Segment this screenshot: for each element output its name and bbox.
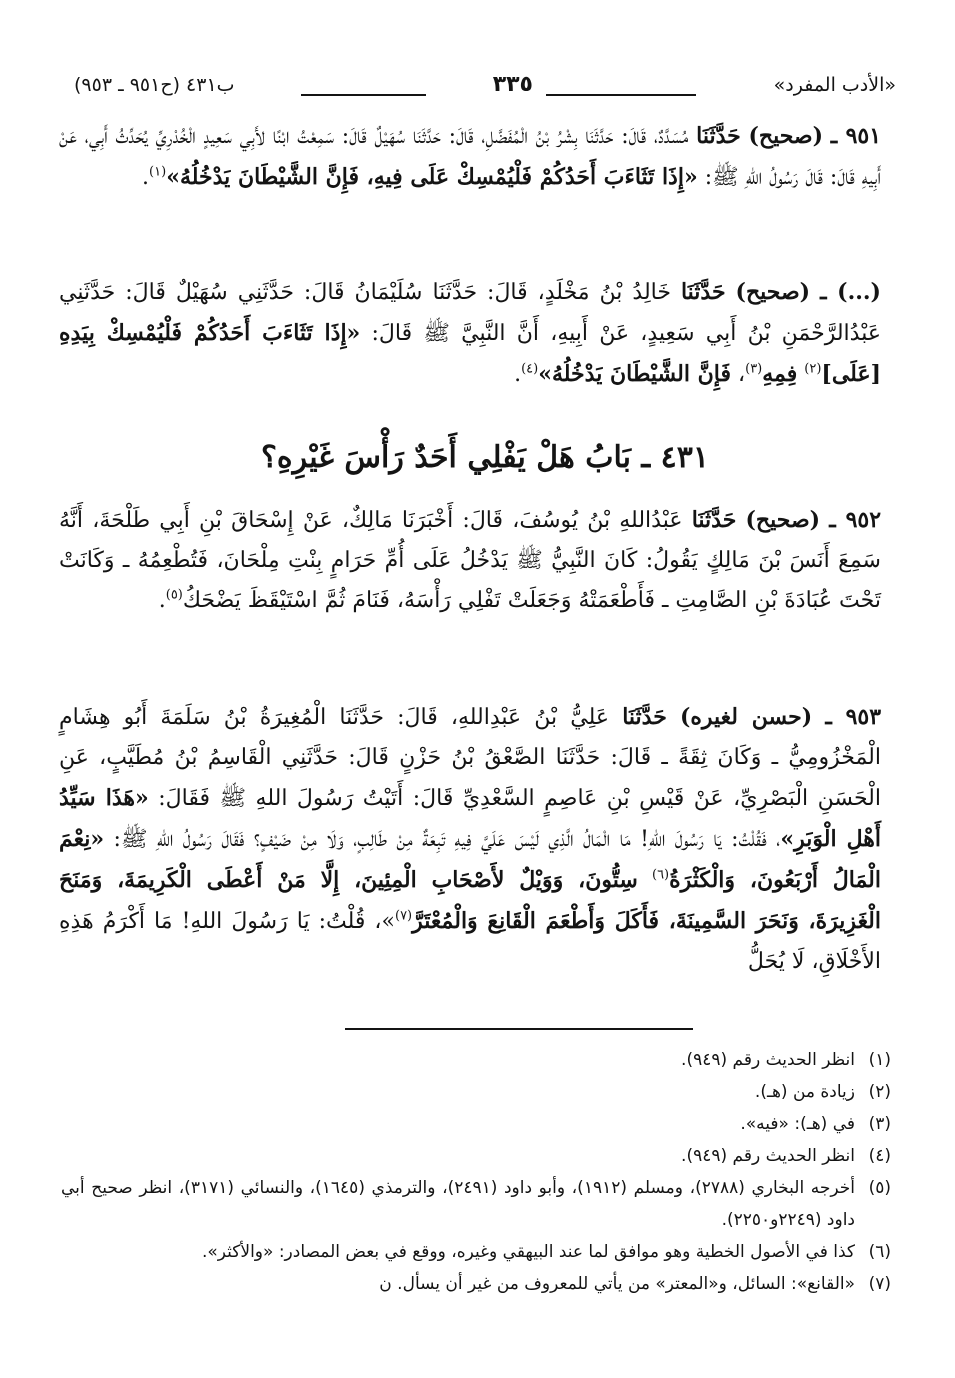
hadith-number: ٩٥١ ـ — [830, 123, 882, 149]
footnote-ref-7: (٧) — [394, 908, 413, 924]
footnote-text: انظر الحديث رقم (٩٤٩). — [681, 1146, 855, 1166]
isnad-text: مُسَدَّدٌ، قَالَ: حَدَّثَنَا بِشْرُ بْنُ الْمُفَضَّلِ، قَالَ: حَدَّثَنَا سُهَيْلٌ قَالَ: سَمِعْتُ ابْنًا لأَبِي سَعِيدٍ الْخُدْرِيِّ يُحَدِّثُ أَبِي، عَنْ أَبِيهِ قَالَ: قَالَ رَسُولُ اللهِ ﷺ: — [59, 124, 881, 190]
footnote-ref-1: (١) — [149, 164, 167, 180]
footnote-text: انظر الحديث رقم (٩٤٩). — [681, 1050, 855, 1070]
footnote-2 — [61, 1076, 891, 1108]
footnote-6 — [61, 1236, 891, 1268]
footnote-ref-2: (٢) — [804, 361, 822, 377]
footnote-text: أخرجه البخاري (٢٧٨٨)، ومسلم (١٩١٢)، وأبو داود (٢٤٩١)، والترمذي (١٦٤٥)، والنسائي (٣١٧١)، انظر صحيح أبي داود (٢٢٤٩و٢٢٥٠). — [61, 1178, 855, 1230]
footnote-ref-4: (٤) — [521, 361, 539, 377]
footnote-4 — [61, 1140, 891, 1172]
chapter-title: ٤٣١ ـ بَابُ هَلْ يَفْلِي أَحَدٌ رَأْسَ غَيْرِهِ؟ — [261, 440, 709, 475]
hadith-number: ٩٥٣ ـ — [825, 704, 882, 730]
footnote-number: (٤) — [868, 1146, 891, 1166]
hadith-952 — [59, 500, 881, 621]
end-period: . — [514, 362, 522, 387]
hadith-number: (...) ـ — [820, 279, 881, 305]
hadith-grade: (صحيح) — [748, 123, 824, 149]
footnote-number: (٣) — [868, 1114, 891, 1134]
hadith-text: عَبْدُاللهِ بْنُ يُوسُفَ، قَالَ: أَخْبَرَنَا مَالِكٌ، عَنْ إِسْحَاقَ بْنِ أَبِي طَلْحَةَ، أَنَّهُ سَمِعَ أَنَسَ بْنَ مَالِكٍ يَقُولُ: كَانَ النَّبِيُّ ﷺ يَدْخُلُ عَلَى أُمِّ حَرَامٍ بِنْتِ مِلْحَانَ، فَتُطْعِمُهُ ـ وَكَانَتْ تَحْتَ عُبَادَةَ بْنِ الصَّامِتِ ـ فَأَطْعَمَتْهُ وَجَعَلَتْ تَفْلِي رَأْسَهُ، فَنَامَ ثُمَّ اسْتَيْقَظَ يَضْحَكُ — [59, 508, 881, 613]
haddathana: حَدَّثَنَا — [691, 507, 737, 533]
footnote-ref-6: (٦) — [651, 867, 670, 883]
page-number: ٣٣٥ — [492, 72, 533, 97]
footnotes — [61, 1044, 891, 1300]
header-rule-left — [301, 94, 426, 96]
footnote-ref-5: (٥) — [165, 587, 183, 603]
footnote-ref-3: (٣) — [745, 361, 763, 377]
hadith-951 — [59, 116, 881, 198]
narration-text-3: »، قُلْتُ: يَا رَسُولَ اللهِ! مَا أَكْرَمُ هَذِهِ الأَخْلَاقِ، لَا يُحَلُّ — [59, 909, 881, 974]
footnote-number: (٢) — [868, 1082, 891, 1102]
end-period: . — [158, 588, 166, 613]
matn-text-b: فِمِهِ — [762, 361, 798, 387]
footnote-number: (١) — [868, 1050, 891, 1070]
header-rule-right — [546, 94, 696, 96]
section-reference: ب٤٣١ (ح٩٥١ ـ ٩٥٣) — [74, 74, 235, 96]
matn-text-3: سِتُّونَ، وَوَيْلٌ لأَصْحَابِ الْمِئِينَ، إِلَّا مَنْ أَعْطَى الْكَرِيمَةَ، وَمَنَحَ الْغَزِيرَةَ، وَنَحَرَ السَّمِينَةَ، فَأَكَلَ وَأَطْعَمَ الْقَانِعَ وَالْمُعْتَرَّ — [59, 867, 881, 934]
isnad-text: عَلِيُّ بْنُ عَبْدِاللهِ، قَالَ: حَدَّثَنَا الْمُغِيرَةُ بْنُ سَلَمَةَ أَبُو هِشَامٍ الْمَخْزُومِيُّ ـ وَكَانَ ثِقَةً ـ قَالَ: حَدَّثَنَا الصَّعْقُ بْنُ حَزْنٍ قَالَ: حَدَّثَنِي الْقَاسِمُ بْنُ مُطَيَّبٍ، عَنِ الْحَسَنِ الْبَصْرِيِّ، عَنْ قَيْسِ بْنِ عَاصِمٍ السَّعْدِيِّ قَالَ: أَتَيْتُ رَسُولَ اللهِ ﷺ فَقَالَ: — [59, 705, 882, 811]
hadith-grade: (صحيح) — [745, 507, 821, 533]
footnote-number: (٥) — [868, 1178, 891, 1198]
page-header — [74, 74, 896, 104]
hadith-953 — [59, 697, 881, 982]
book-title: «الأدب المفرد» — [773, 74, 896, 96]
footnote-1 — [61, 1044, 891, 1076]
footnote-text: «القانع»: السائل، و«المعتر» من يأتي للمعروف من غير أن يسأل. ن — [379, 1274, 855, 1294]
matn-text-2: «نِعْمَ الْمَالُ أَرْبَعُونَ، وَالْكَثْرَةُ — [59, 826, 882, 893]
hadith-grade: (صحيح) — [735, 279, 811, 305]
matn-text: «إِذَا تَثَاءَبَ أَحَدُكُمْ فَلْيُمْسِكْ عَلَى فِيهِ، فَإِنَّ الشَّيْطَانَ يَدْخُلُهُ» — [166, 164, 698, 190]
narration-text-2: ، فَقُلْتُ: يَا رَسُولَ اللهِ! مَا الْمَالُ الَّذِي لَيْسَ عَلَيَّ فِيهِ تَبِعَةٌ مِنْ طَالِبٍ، وَلَا مِنْ ضَيْفٍ؟ فَقَالَ رَسُولُ اللهِ ﷺ: — [113, 827, 781, 852]
haddathana: حَدَّثَنَا — [696, 123, 741, 149]
footnote-text: كذا في الأصول الخطية وهو موافق لما عند البيهقي وغيره، ووقع في بعض المصادر: «والأكثر». — [201, 1242, 855, 1262]
footnote-7 — [61, 1268, 891, 1300]
end-period: . — [142, 165, 150, 190]
haddathana: حَدَّثَنَا — [680, 279, 726, 305]
separator: ، — [738, 362, 746, 387]
hadith-unnumbered — [59, 272, 881, 395]
isnad-text: خَالِدُ بْنُ مَخْلَدٍ، قَالَ: حَدَّثَنَا سُلَيْمَانُ قَالَ: حَدَّثَنِي سُهَيْلٌ قَالَ: حَدَّثَنِي عَبْدُالرَّحْمَنِ بْنُ أَبِي سَعِيدٍ، عَنْ أَبِيهِ، أَنَّ النَّبِيَّ ﷺ قَالَ: — [59, 280, 881, 346]
hadith-grade: (حسن لغيره) — [679, 704, 813, 730]
haddathana: حَدَّثَنَا — [622, 704, 667, 730]
footnote-separator — [345, 1028, 693, 1030]
footnote-number: (٦) — [868, 1242, 891, 1262]
hadith-number: ٩٥٢ ـ — [829, 507, 882, 533]
footnote-text: زيادة من (هـ). — [754, 1082, 855, 1102]
matn-text-a: «إِذَا تَثَاءَبَ أَحَدُكُمْ فَلْيُمْسِكْ بِيَدِهِ [عَلَى] — [59, 320, 881, 387]
footnote-3 — [61, 1108, 891, 1140]
matn-text-c: فَإِنَّ الشَّيْطَانَ يَدْخُلُهُ» — [538, 361, 731, 387]
footnote-number: (٧) — [868, 1274, 891, 1294]
footnote-text: في (هـ): «فيه». — [740, 1114, 855, 1134]
footnote-5 — [61, 1172, 891, 1236]
matn-text-1: «هَذَا سَيِّدُ أَهْلِ الْوَبَرِ» — [59, 785, 882, 852]
